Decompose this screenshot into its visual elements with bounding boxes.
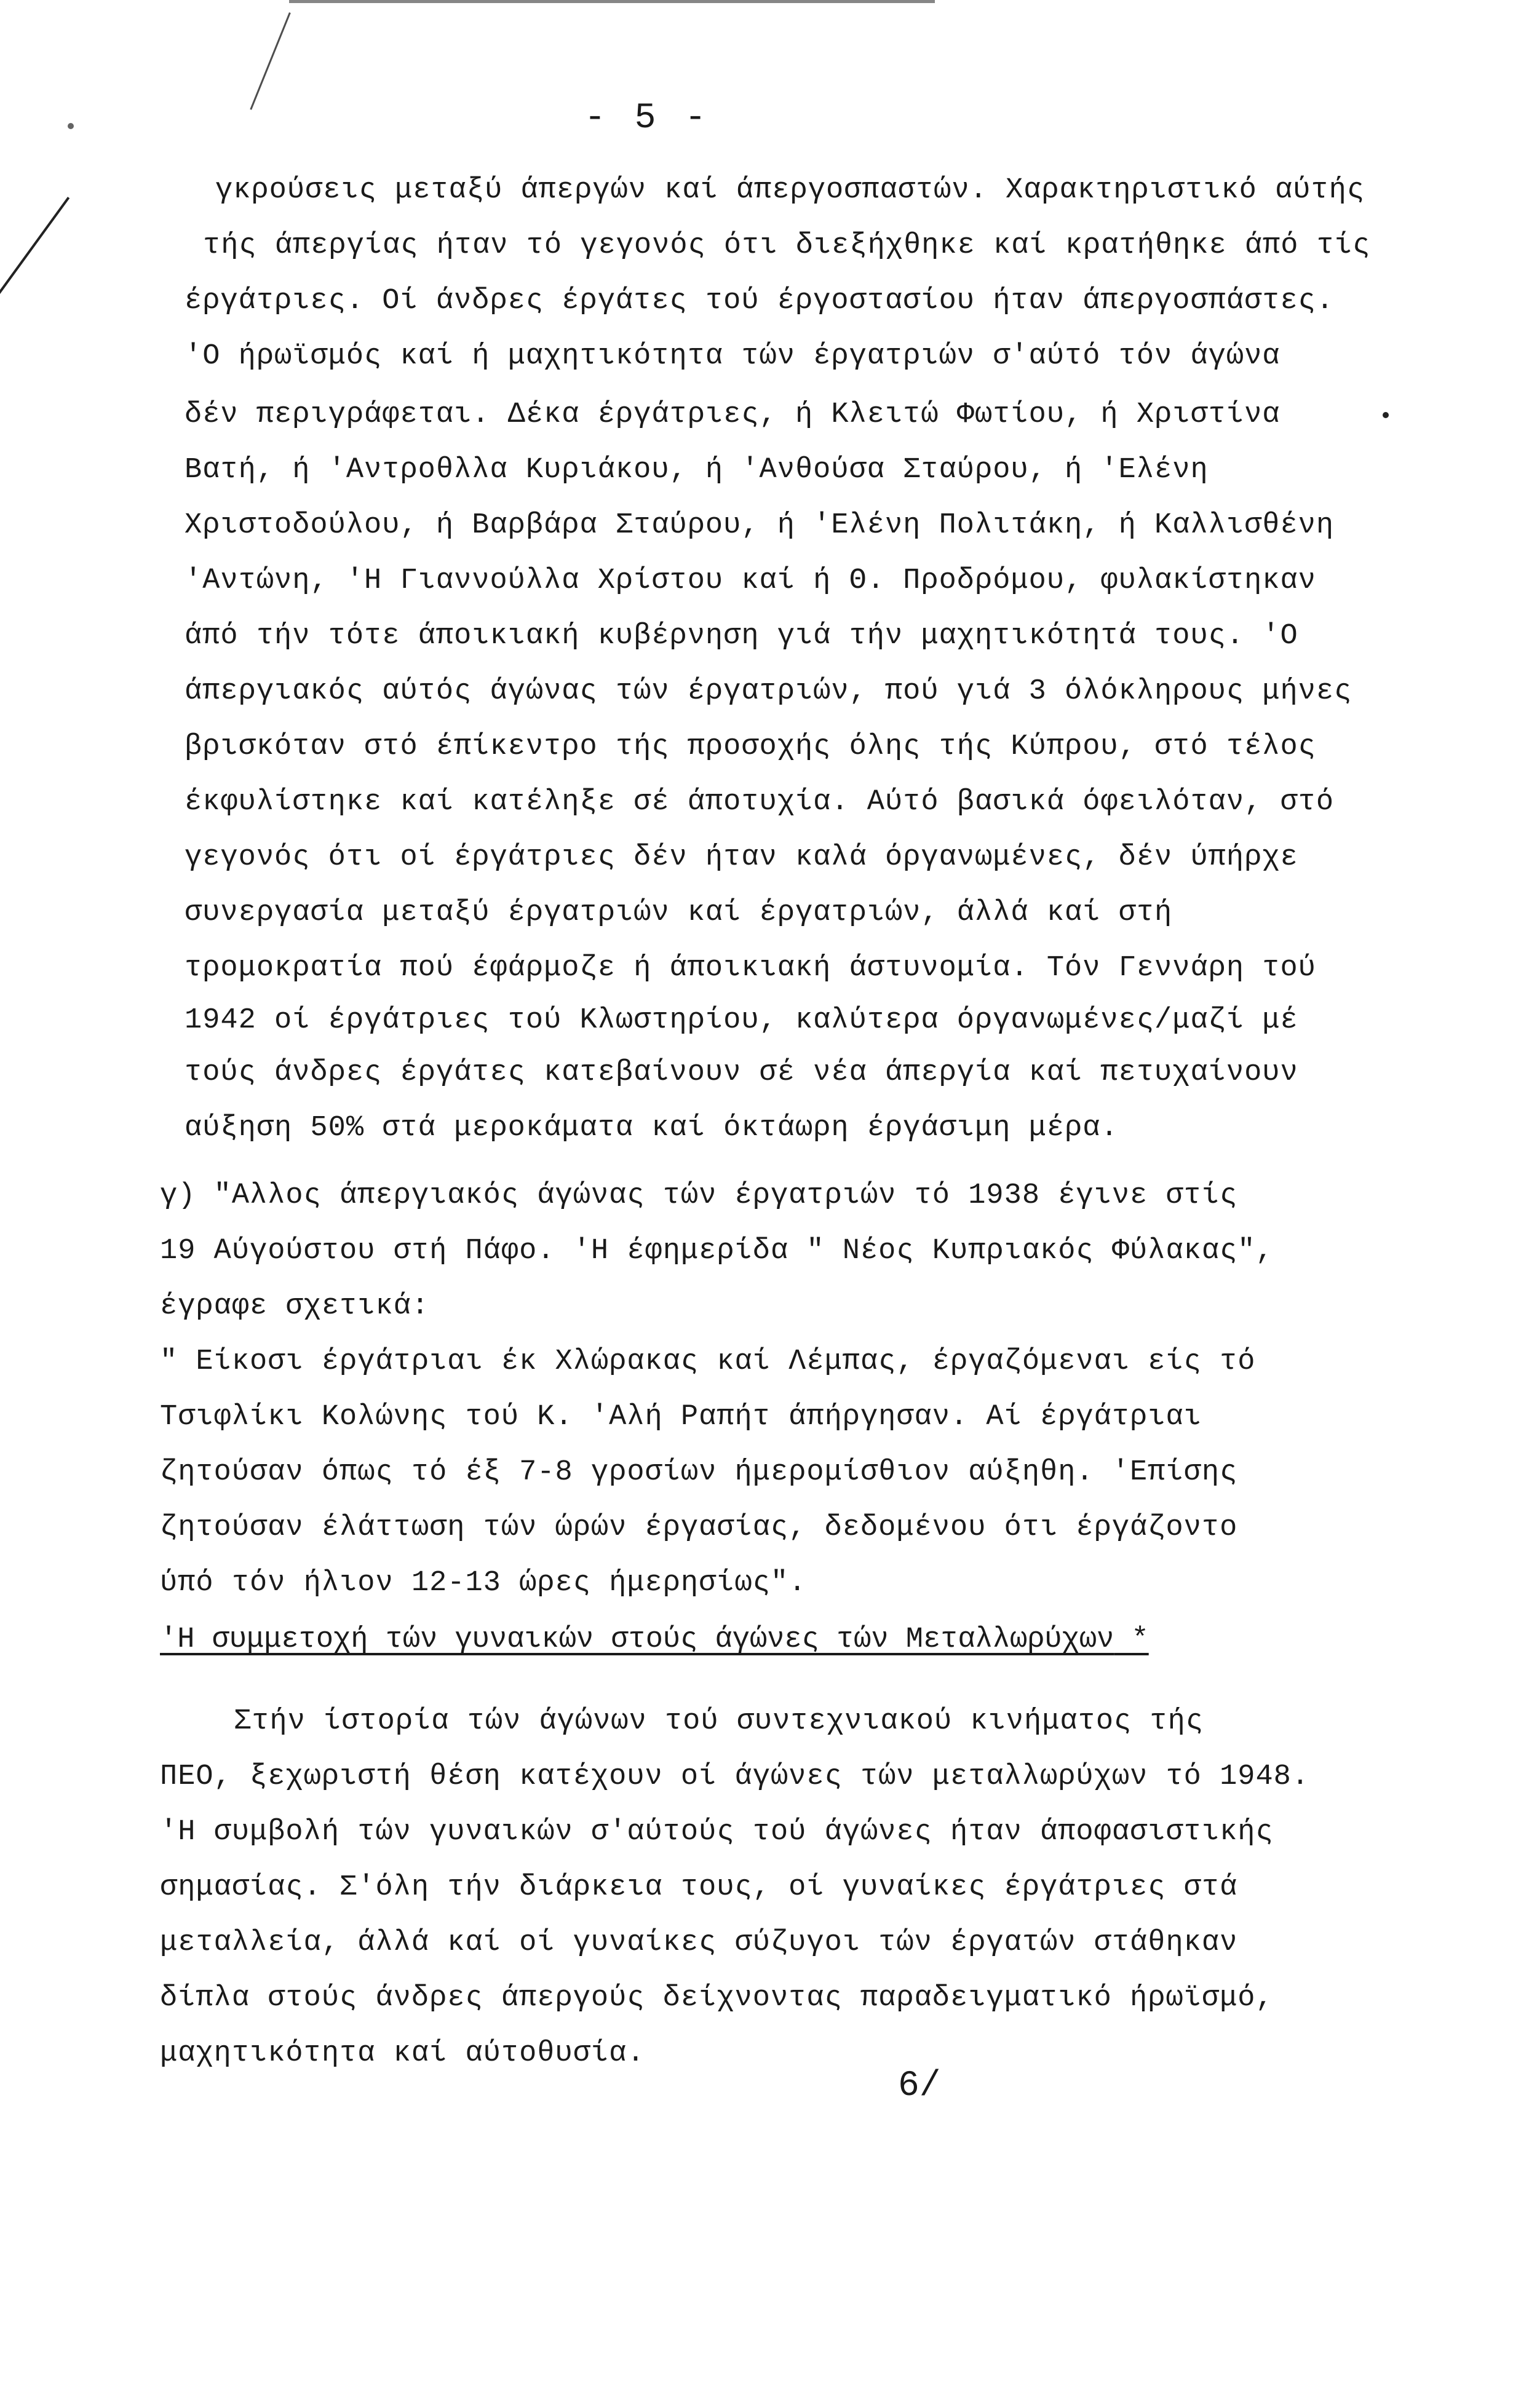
top-border-mark	[289, 0, 935, 3]
body-line: γκρούσεις μεταξύ άπεργών καί άπεργοσπαστών. Χαρακτηριστικό αύτής	[215, 174, 1365, 207]
section-heading-text: 'Η συμμετοχή τών γυναικών στούς άγώνες τών Μεταλλωρύχων	[160, 1623, 1114, 1656]
body-line: 'Η συμβολή τών γυναικών σ'αύτούς τού άγώνες ήταν άποφασιστικής	[160, 1816, 1274, 1848]
top-margin-slash	[250, 12, 290, 110]
body-line: τής άπεργίας ήταν τό γεγονός ότι διεξήχθηκε καί κρατήθηκε άπό τίς	[203, 229, 1371, 262]
body-line: γεγονός ότι οί έργάτριες δέν ήταν καλά όργανωμένες, δέν ύπήρχε	[185, 841, 1298, 874]
page-number: - 5 -	[584, 98, 710, 138]
body-line: Τσιφλίκι Κολώνης τού Κ. 'Αλή Ραπήτ άπήργησαν. Αί έργάτριαι	[160, 1401, 1202, 1433]
body-line: 19 Αύγούστου στή Πάφο. 'Η έφημερίδα " Νέος Κυπριακός Φύλακας",	[160, 1235, 1274, 1267]
body-line: δίπλα στούς άνδρες άπεργούς δείχνοντας παραδειγματικό ήρωϊσμό,	[160, 1982, 1274, 2014]
body-line: Στήν ίστορία τών άγώνων τού συντεχνιακού κινήματος τής	[234, 1705, 1204, 1738]
body-line: ζητούσαν όπως τό έξ 7-8 γροσίων ήμερομίσθιον αύξηθη. 'Επίσης	[160, 1456, 1238, 1489]
section-heading	[160, 1623, 1149, 1656]
body-line: ύπό τόν ήλιον 12-13 ώρες ήμερησίως".	[160, 1567, 807, 1599]
body-line: σημασίας. Σ'όλη τήν διάρκεια τους, οί γυναίκες έργάτριες στά	[160, 1871, 1238, 1904]
body-line: δέν περιγράφεται. Δέκα έργάτριες, ή Κλειτώ Φωτίου, ή Χριστίνα	[185, 398, 1281, 431]
body-line: άπεργιακός αύτός άγώνας τών έργατριών, πού γιά 3 όλόκληρους μήνες	[185, 675, 1352, 708]
body-line: τρομοκρατία πού έφάρμοζε ή άποικιακή άστυνομία. Τόν Γεννάρη τού	[185, 952, 1316, 984]
body-line: μεταλλεία, άλλά καί οί γυναίκες σύζυγοι τών έργατών στάθηκαν	[160, 1927, 1238, 1959]
body-line: έκφυλίστηκε καί κατέληξε σέ άποτυχία. Αύτό βασικά όφειλόταν, στό	[185, 786, 1335, 818]
body-line: Χριστοδούλου, ή Βαρβάρα Σταύρου, ή 'Ελένη Πολιτάκη, ή Καλλισθένη	[185, 509, 1335, 542]
body-line: ΠΕΟ, ξεχωριστή θέση κατέχουν οί άγώνες τών μεταλλωρύχων τό 1948.	[160, 1760, 1310, 1793]
body-line: συνεργασία μεταξύ έργατριών καί έργατριών, άλλά καί στή	[185, 897, 1173, 929]
body-line: 1942 οί έργάτριες τού Κλωστηρίου, καλύτερα όργανωμένες/μαζί μέ	[185, 1004, 1298, 1037]
heading-mark: *	[1131, 1623, 1149, 1656]
margin-dot	[68, 123, 74, 129]
left-margin-slash	[0, 197, 69, 407]
body-line: μαχητικότητα καί αύτοθυσία.	[160, 2037, 645, 2070]
body-line: έργάτριες. Οί άνδρες έργάτες τού έργοστασίου ήταν άπεργοσπάστες.	[185, 285, 1335, 317]
body-line: Βατή, ή 'Αντροθλλα Κυριάκου, ή 'Ανθούσα Σταύρου, ή 'Ελένη	[185, 454, 1209, 486]
continuation-note: 6/	[898, 2066, 941, 2106]
body-line: βρισκόταν στό έπίκεντρο τής προσοχής όλης τής Κύπρου, στό τέλος	[185, 731, 1316, 763]
body-line: τούς άνδρες έργάτες κατεβαίνουν σέ νέα άπεργία καί πετυχαίνουν	[185, 1056, 1298, 1089]
body-line: γ) "Αλλος άπεργιακός άγώνας τών έργατριών τό 1938 έγινε στίς	[160, 1179, 1238, 1212]
body-line: αύξηση 50% στά μεροκάματα καί όκτάωρη έργάσιμη μέρα.	[185, 1112, 1119, 1144]
body-line: " Είκοσι έργάτριαι έκ Χλώρακας καί Λέμπας, έργαζόμεναι είς τό	[160, 1345, 1256, 1378]
body-line: άπό τήν τότε άποικιακή κυβέρνηση γιά τήν μαχητικότητά τους. 'Ο	[185, 620, 1298, 652]
body-line: 'Ο ήρωϊσμός καί ή μαχητικότητα τών έργατριών σ'αύτό τόν άγώνα	[185, 340, 1281, 373]
body-line: ζητούσαν έλάττωση τών ώρών έργασίας, δεδομένου ότι έργάζοντο	[160, 1511, 1238, 1544]
body-line: 'Αντώνη, 'Η Γιαννούλλα Χρίστου καί ή Θ. Προδρόμου, φυλακίστηκαν	[185, 564, 1316, 597]
body-line: έγραφε σχετικά:	[160, 1290, 430, 1323]
